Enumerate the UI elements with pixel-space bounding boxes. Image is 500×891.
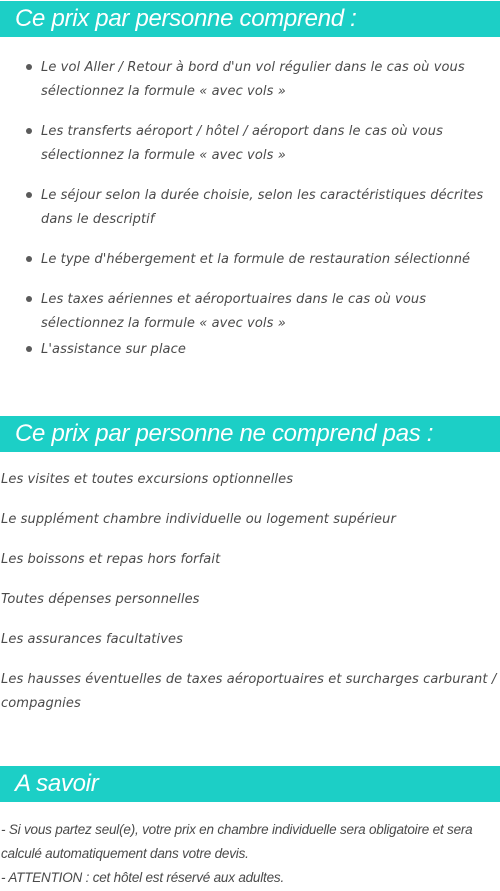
bullet-icon [26, 192, 32, 198]
bullet-icon [26, 128, 32, 134]
bullet-icon [26, 346, 32, 352]
list-item: Le supplément chambre individuelle ou logement supérieur [1, 512, 396, 527]
list-item: L'assistance sur place [0, 338, 500, 362]
list-item: Le vol Aller / Retour à bord d'un vol régulier dans le cas où vous sélectionnez la formule « avec vols » [0, 56, 500, 104]
list-item: Les transferts aéroport / hôtel / aéroport dans le cas où vous sélectionnez la formule « avec vols » [0, 120, 500, 168]
list-item: Les boissons et repas hors forfait [1, 552, 221, 567]
bullet-icon [26, 256, 32, 262]
included-list [0, 56, 500, 362]
included-section-title: Ce prix par personne comprend : [0, 1, 500, 37]
excluded-section-title: Ce prix par personne ne comprend pas : [0, 416, 500, 452]
list-item: Toutes dépenses personnelles [1, 592, 200, 607]
excluded-list [0, 468, 500, 732]
list-item: Le type d'hébergement et la formule de restauration sélectionné [0, 248, 500, 272]
list-item: Le séjour selon la durée choisie, selon les caractéristiques décrites dans le descriptif [0, 184, 500, 232]
list-item: Les hausses éventuelles de taxes aéroportuaires et surcharges carburant / compagnies [1, 672, 497, 711]
info-line: - Si vous partez seul(e), votre prix en chambre individuelle sera obligatoire et sera calculé automatiquement dans votre devis. [1, 822, 473, 861]
info-text [0, 818, 500, 890]
list-item: Les visites et toutes excursions optionnelles [1, 472, 294, 487]
info-line: - ATTENTION : cet hôtel est réservé aux adultes. [1, 870, 285, 885]
list-item: Les taxes aériennes et aéroportuaires dans le cas où vous sélectionnez la formule « avec vols » [0, 288, 500, 336]
bullet-icon [26, 296, 32, 302]
list-item: Les assurances facultatives [1, 632, 183, 647]
bullet-icon [26, 64, 32, 70]
info-section-title: A savoir [0, 766, 500, 802]
